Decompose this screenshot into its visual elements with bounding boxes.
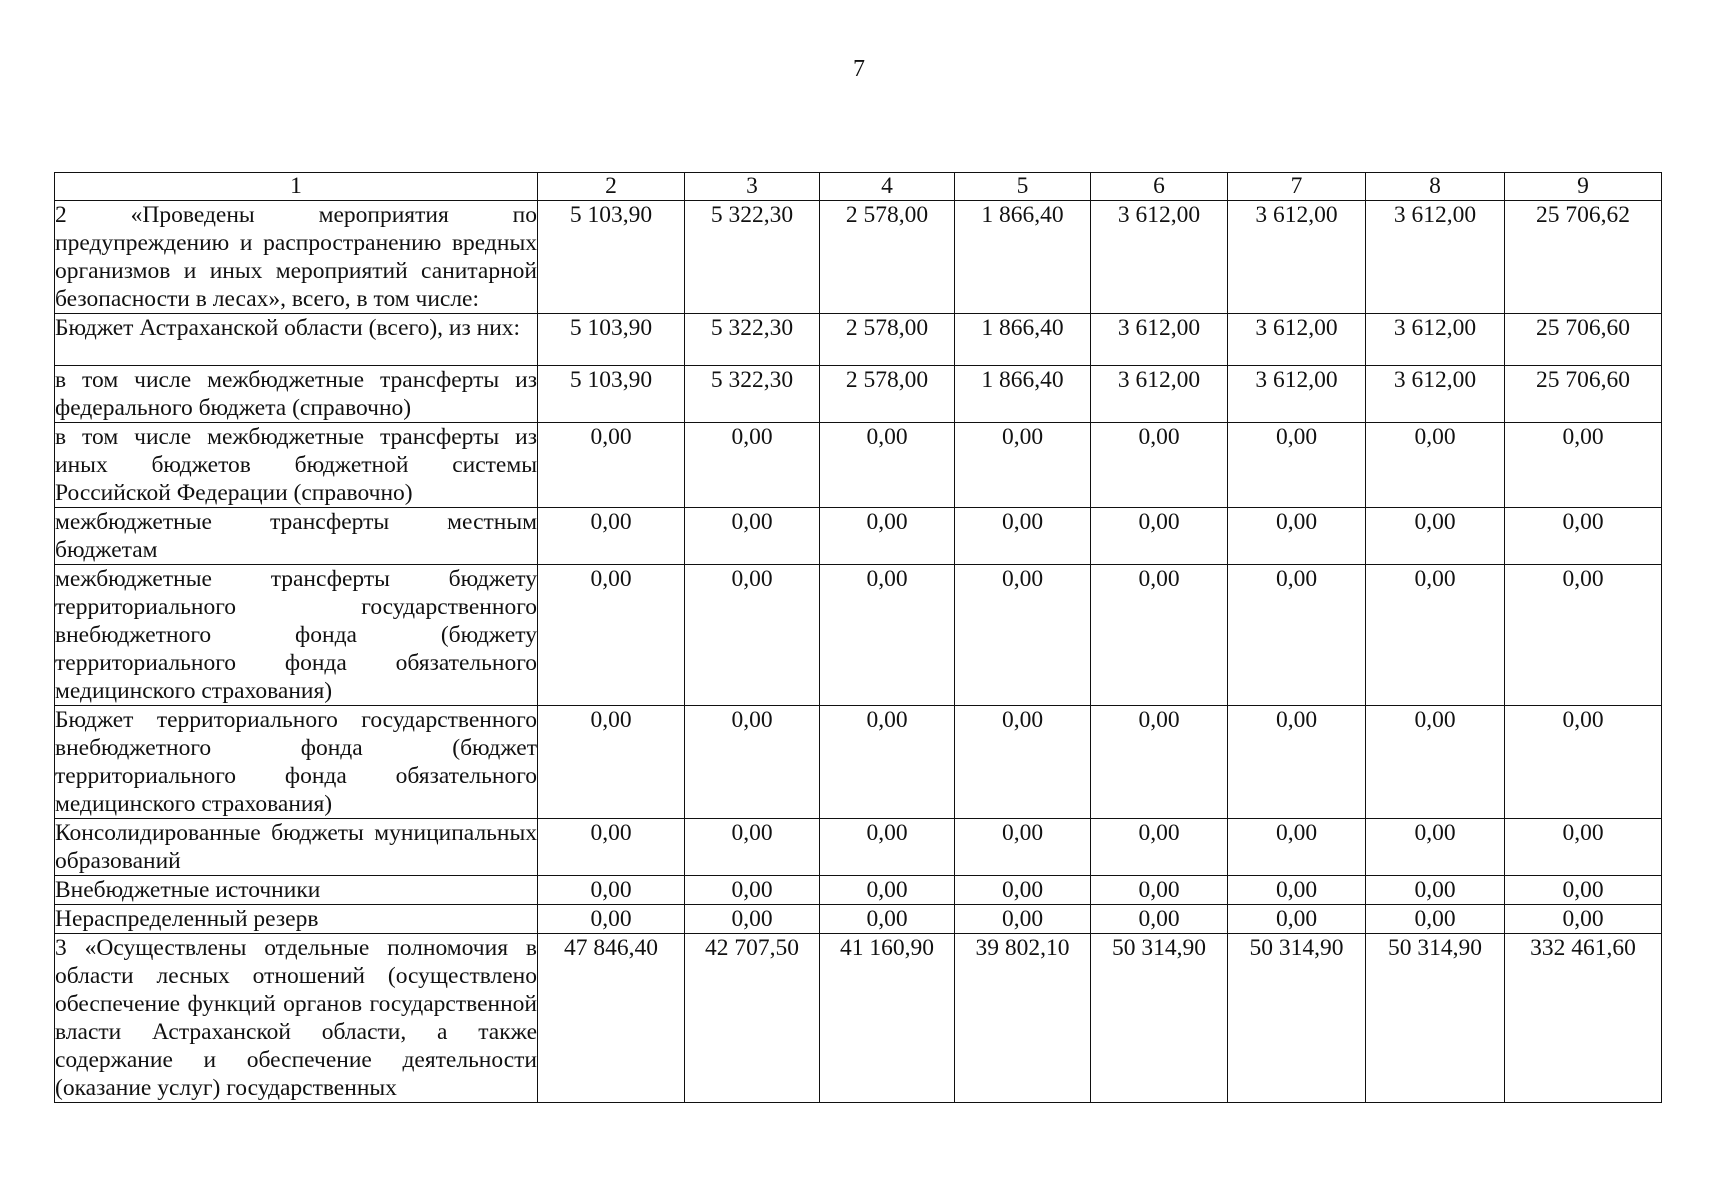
- value-cell: 50 314,90: [1228, 934, 1366, 1103]
- value-cell: 0,00: [538, 819, 685, 876]
- value-cell: 0,00: [1505, 706, 1662, 819]
- value-cell: 0,00: [1366, 706, 1505, 819]
- value-cell: 50 314,90: [1366, 934, 1505, 1103]
- table-row: [55, 508, 1662, 565]
- value-cell: 5 322,30: [685, 314, 820, 366]
- value-cell: 0,00: [955, 905, 1091, 934]
- value-cell: 2 578,00: [820, 201, 955, 314]
- value-cell: 0,00: [1228, 508, 1366, 565]
- value-cell: 0,00: [1366, 565, 1505, 706]
- value-cell: 0,00: [1228, 565, 1366, 706]
- value-cell: 0,00: [820, 876, 955, 905]
- value-cell: 1 866,40: [955, 366, 1091, 423]
- value-cell: 0,00: [538, 905, 685, 934]
- column-header: 7: [1228, 173, 1366, 201]
- table-row: [55, 905, 1662, 934]
- value-cell: 3 612,00: [1091, 201, 1228, 314]
- row-label: 3 «Осуществлены отдельные полномочия в области лесных отношений (осуществлено обеспечение функций органов государственной власти Астраханской области, а также содержание и обеспечение деятельности (оказание услуг) государственных: [55, 935, 537, 1101]
- column-header: 6: [1091, 173, 1228, 201]
- budget-table: [54, 172, 1662, 1103]
- value-cell: 0,00: [1228, 876, 1366, 905]
- value-cell: 0,00: [1228, 819, 1366, 876]
- value-cell: 3 612,00: [1091, 314, 1228, 366]
- column-header: 1: [55, 173, 538, 201]
- value-cell: 0,00: [1505, 876, 1662, 905]
- value-cell: 0,00: [1505, 905, 1662, 934]
- table-row: [55, 934, 1662, 1103]
- table-row: [55, 706, 1662, 819]
- value-cell: 2 578,00: [820, 314, 955, 366]
- table-row: [55, 423, 1662, 508]
- value-cell: 0,00: [955, 565, 1091, 706]
- value-cell: 0,00: [1091, 905, 1228, 934]
- value-cell: 47 846,40: [538, 934, 685, 1103]
- table-row: [55, 876, 1662, 905]
- value-cell: 0,00: [1091, 423, 1228, 508]
- value-cell: 0,00: [1091, 565, 1228, 706]
- value-cell: 0,00: [1228, 423, 1366, 508]
- value-cell: 0,00: [820, 905, 955, 934]
- value-cell: 2 578,00: [820, 366, 955, 423]
- value-cell: 0,00: [955, 423, 1091, 508]
- value-cell: 0,00: [1505, 508, 1662, 565]
- row-label: Консолидированные бюджеты муниципальных образований: [55, 820, 537, 874]
- value-cell: 0,00: [685, 876, 820, 905]
- value-cell: 3 612,00: [1366, 366, 1505, 423]
- value-cell: 0,00: [820, 819, 955, 876]
- table-body: [55, 201, 1662, 1103]
- column-header: 4: [820, 173, 955, 201]
- value-cell: 3 612,00: [1091, 366, 1228, 423]
- row-label: в том числе межбюджетные трансферты из иных бюджетов бюджетной системы Российской Федерации (справочно): [55, 424, 537, 506]
- value-cell: 0,00: [1366, 508, 1505, 565]
- column-header: 5: [955, 173, 1091, 201]
- header-row: [55, 173, 1662, 201]
- value-cell: 0,00: [1366, 819, 1505, 876]
- value-cell: 5 103,90: [538, 314, 685, 366]
- column-header: 9: [1505, 173, 1662, 201]
- value-cell: 0,00: [1505, 819, 1662, 876]
- value-cell: 0,00: [1505, 423, 1662, 508]
- row-label: межбюджетные трансферты местным бюджетам: [55, 509, 537, 563]
- value-cell: 0,00: [955, 819, 1091, 876]
- row-label: межбюджетные трансферты бюджету территориального государственного внебюджетного фонда (бюджету территориального фонда обязательного медицинского страхования): [55, 566, 537, 704]
- value-cell: 50 314,90: [1091, 934, 1228, 1103]
- value-cell: 3 612,00: [1228, 314, 1366, 366]
- table-row: [55, 565, 1662, 706]
- value-cell: 0,00: [820, 565, 955, 706]
- value-cell: 0,00: [538, 706, 685, 819]
- value-cell: 0,00: [1366, 876, 1505, 905]
- value-cell: 5 103,90: [538, 366, 685, 423]
- value-cell: 0,00: [538, 423, 685, 508]
- value-cell: 0,00: [1228, 706, 1366, 819]
- column-header: 8: [1366, 173, 1505, 201]
- page-number: 7: [853, 56, 865, 82]
- table-row: [55, 201, 1662, 314]
- value-cell: 0,00: [820, 423, 955, 508]
- value-cell: 0,00: [1091, 819, 1228, 876]
- column-header: 3: [685, 173, 820, 201]
- table-row: [55, 314, 1662, 366]
- value-cell: 0,00: [685, 423, 820, 508]
- value-cell: 0,00: [1091, 508, 1228, 565]
- value-cell: 1 866,40: [955, 314, 1091, 366]
- value-cell: 5 322,30: [685, 201, 820, 314]
- value-cell: 0,00: [1091, 706, 1228, 819]
- row-label: Нераспределенный резерв: [55, 905, 538, 934]
- value-cell: 0,00: [685, 508, 820, 565]
- value-cell: 0,00: [1366, 905, 1505, 934]
- value-cell: 3 612,00: [1228, 201, 1366, 314]
- value-cell: 0,00: [1091, 876, 1228, 905]
- value-cell: 0,00: [955, 876, 1091, 905]
- value-cell: 3 612,00: [1366, 314, 1505, 366]
- value-cell: 25 706,62: [1505, 201, 1662, 314]
- value-cell: 332 461,60: [1505, 934, 1662, 1103]
- value-cell: 0,00: [820, 508, 955, 565]
- row-label: Внебюджетные источники: [55, 876, 538, 905]
- row-label: в том числе межбюджетные трансферты из федерального бюджета (справочно): [55, 367, 537, 421]
- value-cell: 0,00: [685, 905, 820, 934]
- value-cell: 1 866,40: [955, 201, 1091, 314]
- value-cell: 0,00: [685, 819, 820, 876]
- value-cell: 0,00: [538, 876, 685, 905]
- table-row: [55, 819, 1662, 876]
- table-row: [55, 366, 1662, 423]
- column-header: 2: [538, 173, 685, 201]
- value-cell: 0,00: [685, 565, 820, 706]
- value-cell: 0,00: [1228, 905, 1366, 934]
- value-cell: 0,00: [820, 706, 955, 819]
- value-cell: 41 160,90: [820, 934, 955, 1103]
- value-cell: 0,00: [955, 508, 1091, 565]
- value-cell: 0,00: [1505, 565, 1662, 706]
- value-cell: 39 802,10: [955, 934, 1091, 1103]
- value-cell: 25 706,60: [1505, 366, 1662, 423]
- value-cell: 25 706,60: [1505, 314, 1662, 366]
- value-cell: 0,00: [538, 508, 685, 565]
- value-cell: 3 612,00: [1228, 366, 1366, 423]
- row-label: 2 «Проведены мероприятия по предупреждению и распространению вредных организмов и иных мероприятий санитарной безопасности в лесах», всего, в том числе:: [55, 202, 537, 312]
- value-cell: 42 707,50: [685, 934, 820, 1103]
- value-cell: 3 612,00: [1366, 201, 1505, 314]
- value-cell: 5 322,30: [685, 366, 820, 423]
- value-cell: 0,00: [685, 706, 820, 819]
- row-label: Бюджет Астраханской области (всего), из них:: [55, 314, 538, 366]
- value-cell: 0,00: [538, 565, 685, 706]
- value-cell: 5 103,90: [538, 201, 685, 314]
- value-cell: 0,00: [1366, 423, 1505, 508]
- value-cell: 0,00: [955, 706, 1091, 819]
- row-label: Бюджет территориального государственного внебюджетного фонда (бюджет территориального фонда обязательного медицинского страхования): [55, 707, 537, 817]
